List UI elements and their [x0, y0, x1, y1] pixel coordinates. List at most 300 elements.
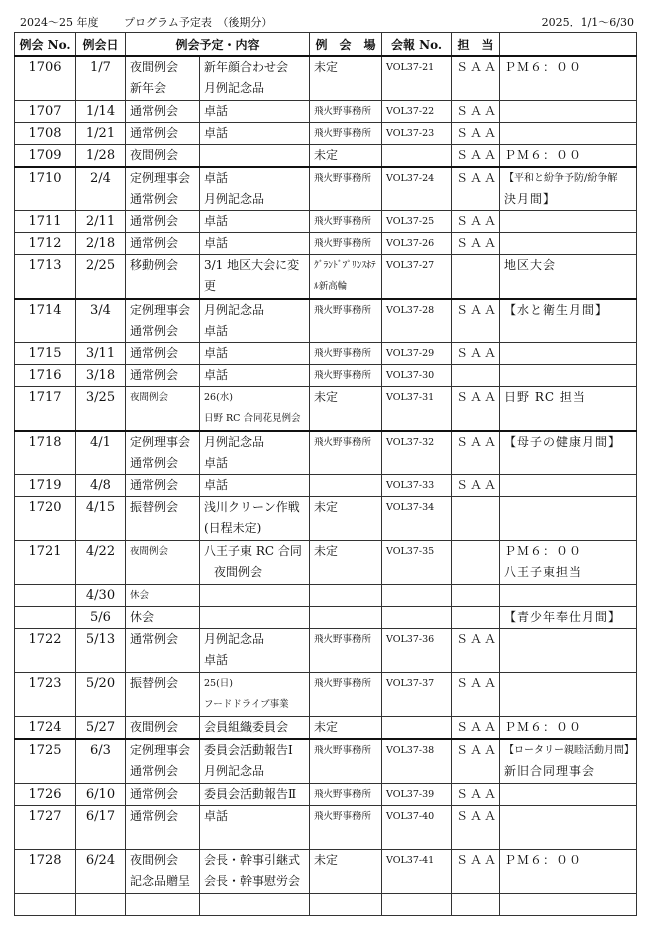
bulletin-issue-cell: VOL37-40	[382, 805, 452, 849]
meeting-content-cell	[200, 497, 310, 541]
bulletin-issue-cell: VOL37-38	[382, 739, 452, 783]
cell-line: 休会	[130, 590, 150, 601]
meeting-number-cell	[15, 607, 76, 629]
cell-line: 25(日)	[204, 678, 234, 689]
meeting-date-cell: 3/11	[76, 343, 126, 365]
table-row	[15, 233, 637, 255]
meeting-date-cell: 6/17	[76, 805, 126, 849]
cell-line: 夜間例会	[130, 147, 179, 162]
table-row	[15, 365, 637, 387]
cell-line: 定例理事会	[130, 434, 191, 449]
meeting-number-cell: 1726	[15, 783, 76, 805]
cell-line: 夜間例会	[130, 852, 179, 867]
bulletin-issue-cell	[382, 607, 452, 629]
meeting-type-cell	[126, 255, 200, 299]
cell-line: 卓話	[204, 103, 229, 118]
notes-cell	[500, 673, 637, 717]
table-row	[15, 299, 637, 343]
notes-cell	[500, 387, 637, 431]
bulletin-issue-cell: VOL37-25	[382, 211, 452, 233]
cell-line: 通常例会	[130, 786, 179, 801]
meeting-date-cell: 3/25	[76, 387, 126, 431]
cell-line: 月例記念品	[204, 764, 265, 778]
cell-line: 【母子の健康月間】	[504, 434, 622, 449]
meeting-type-cell	[126, 607, 200, 629]
venue-cell: 飛火野事務所	[310, 673, 382, 717]
cell-line: 月例記念品	[204, 81, 265, 95]
cell-line: 通常例会	[130, 346, 179, 360]
meeting-number-cell: 1709	[15, 144, 76, 167]
staff-cell: ＳＡＡ	[452, 783, 500, 805]
venue-cell: 未定	[310, 497, 382, 541]
staff-cell: ＳＡＡ	[452, 849, 500, 893]
notes-cell	[500, 497, 637, 541]
cell-line: 月例記念品	[204, 302, 265, 317]
cell-line: 卓話	[204, 214, 229, 228]
meeting-number-cell: 1724	[15, 717, 76, 740]
venue-cell: 飛火野事務所	[310, 629, 382, 673]
notes-cell	[500, 431, 637, 475]
venue-cell: 飛火野事務所	[310, 783, 382, 805]
cell-line: 通常例会	[130, 455, 179, 470]
meeting-content-cell	[200, 805, 310, 849]
meeting-date-cell: 2/4	[76, 167, 126, 211]
staff-cell: ＳＡＡ	[452, 805, 500, 849]
cell-line: 新年顔合わせ会	[204, 60, 289, 74]
table-row	[15, 541, 637, 585]
meeting-content-cell	[200, 387, 310, 431]
bulletin-issue-cell: VOL37-34	[382, 497, 452, 541]
staff-cell: ＳＡＡ	[452, 475, 500, 497]
cell-line: 夜間例会	[130, 60, 179, 74]
table-body	[15, 56, 637, 915]
notes-cell	[500, 343, 637, 365]
cell-line: 夜間例会	[130, 546, 169, 557]
meeting-number-cell: 1717	[15, 387, 76, 431]
meeting-type-cell	[126, 343, 200, 365]
meeting-type-cell	[126, 849, 200, 893]
meeting-number-cell: 1725	[15, 739, 76, 783]
staff-cell	[452, 893, 500, 915]
cell-line: 卓話	[204, 455, 229, 470]
table-row	[15, 211, 637, 233]
bulletin-issue-cell: VOL37-21	[382, 56, 452, 100]
cell-line: 卓話	[204, 478, 229, 492]
meeting-number-cell: 1715	[15, 343, 76, 365]
cell-line: 3/1 地区大会に変	[204, 258, 300, 272]
staff-cell: ＳＡＡ	[452, 122, 500, 144]
meeting-content-cell	[200, 629, 310, 673]
meeting-content-cell	[200, 783, 310, 805]
bulletin-issue-cell: VOL37-22	[382, 100, 452, 122]
meeting-date-cell	[76, 893, 126, 915]
column-header-date: 例会日	[76, 33, 126, 57]
meeting-type-cell	[126, 893, 200, 915]
cell-line: 【ロータリー親睦活動月間】	[504, 745, 635, 756]
cell-line: 会長・幹事慰労会	[204, 873, 301, 888]
cell-line: 会長・幹事引継式	[204, 852, 301, 867]
staff-cell: ＳＡＡ	[452, 739, 500, 783]
table-header-row	[15, 33, 637, 57]
bulletin-issue-cell: VOL37-24	[382, 167, 452, 211]
cell-line: フードドライブ事業	[204, 699, 289, 710]
meeting-number-cell: 1719	[15, 475, 76, 497]
venue-cell: 飛火野事務所	[310, 211, 382, 233]
cell-line: 通常例会	[130, 214, 179, 228]
meeting-type-cell	[126, 211, 200, 233]
cell-line	[504, 365, 632, 386]
table-row	[15, 607, 637, 629]
cell-line: 八王子東担当	[504, 565, 583, 579]
staff-cell: ＳＡＡ	[452, 673, 500, 717]
meeting-date-cell: 4/15	[76, 497, 126, 541]
notes-cell	[500, 167, 637, 211]
cell-line: 日野 RC 合同花見例会	[204, 413, 301, 424]
cell-line: 通常例会	[130, 478, 179, 492]
cell-line: 振替例会	[130, 500, 179, 514]
venue-cell: 飛火野事務所	[310, 431, 382, 475]
notes-cell	[500, 233, 637, 255]
meeting-content-cell	[200, 233, 310, 255]
venue-cell	[310, 475, 382, 497]
staff-cell	[452, 585, 500, 607]
table-row	[15, 783, 637, 805]
fiscal-year: 2024～25 年度	[20, 16, 99, 29]
cell-line: 月例記念品	[204, 434, 265, 449]
program-schedule-table	[14, 32, 637, 916]
cell-line	[504, 475, 632, 496]
cell-line: 通常例会	[130, 632, 179, 646]
table-row	[15, 475, 637, 497]
staff-cell: ＳＡＡ	[452, 387, 500, 431]
meeting-number-cell	[15, 893, 76, 915]
venue-cell	[310, 893, 382, 915]
cell-line: ＰＭ６：００	[504, 852, 583, 867]
cell-line: 定例理事会	[130, 170, 191, 185]
table-row	[15, 585, 637, 607]
meeting-type-cell	[126, 56, 200, 100]
cell-line	[504, 101, 632, 122]
meeting-content-cell	[200, 541, 310, 585]
venue-cell: 飛火野事務所	[310, 365, 382, 387]
meeting-content-cell	[200, 56, 310, 100]
venue-cell: 飛火野事務所	[310, 343, 382, 365]
cell-line: 会員組織委員会	[204, 720, 289, 734]
meeting-type-cell	[126, 144, 200, 167]
cell-line: 定例理事会	[130, 743, 191, 757]
staff-cell: ＳＡＡ	[452, 717, 500, 740]
bulletin-issue-cell: VOL37-35	[382, 541, 452, 585]
table-row	[15, 497, 637, 541]
cell-line	[204, 145, 305, 166]
meeting-number-cell: 1723	[15, 673, 76, 717]
meeting-type-cell	[126, 167, 200, 211]
staff-cell: ＳＡＡ	[452, 629, 500, 673]
meeting-type-cell	[126, 805, 200, 849]
notes-cell	[500, 299, 637, 343]
meeting-date-cell: 6/3	[76, 739, 126, 783]
meeting-number-cell: 1707	[15, 100, 76, 122]
cell-line: 浅川クリーン作戦	[204, 500, 300, 514]
notes-cell	[500, 607, 637, 629]
cell-line	[504, 585, 632, 606]
table-row	[15, 849, 637, 893]
venue-cell: 飛火野事務所	[310, 233, 382, 255]
meeting-type-cell	[126, 365, 200, 387]
bulletin-issue-cell: VOL37-29	[382, 343, 452, 365]
table-row	[15, 431, 637, 475]
bulletin-issue-cell: VOL37-32	[382, 431, 452, 475]
cell-line: 【水と衛生月間】	[504, 302, 609, 317]
meeting-date-cell: 6/24	[76, 849, 126, 893]
meeting-date-cell: 1/21	[76, 122, 126, 144]
cell-line: 月例記念品	[204, 191, 265, 206]
venue-cell: 飛火野事務所	[310, 167, 382, 211]
cell-line: 卓話	[204, 125, 229, 140]
meeting-type-cell	[126, 100, 200, 122]
cell-line: 卓話	[204, 323, 229, 338]
cell-line: 通常例会	[130, 125, 179, 140]
cell-line	[504, 211, 632, 232]
notes-cell	[500, 717, 637, 740]
meeting-date-cell: 2/18	[76, 233, 126, 255]
staff-cell	[452, 541, 500, 585]
table-row	[15, 629, 637, 673]
cell-line	[504, 233, 632, 254]
table-row	[15, 343, 637, 365]
staff-cell: ＳＡＡ	[452, 100, 500, 122]
cell-line	[504, 123, 632, 144]
bulletin-issue-cell: VOL37-36	[382, 629, 452, 673]
cell-line: 卓話	[204, 170, 229, 185]
meeting-number-cell: 1713	[15, 255, 76, 299]
cell-line: 【平和と紛争予防/紛争解	[504, 172, 618, 184]
meeting-type-cell	[126, 629, 200, 673]
cell-line: 夜間例会	[130, 392, 169, 403]
cell-line: 振替例会	[130, 676, 179, 690]
meeting-type-cell	[126, 585, 200, 607]
cell-line: 通常例会	[130, 103, 179, 118]
cell-line	[204, 894, 305, 915]
meeting-number-cell: 1712	[15, 233, 76, 255]
staff-cell	[452, 607, 500, 629]
cell-line	[504, 497, 632, 518]
meeting-content-cell	[200, 431, 310, 475]
meeting-number-cell: 1706	[15, 56, 76, 100]
cell-line: 卓話	[204, 346, 229, 360]
meeting-date-cell: 4/1	[76, 431, 126, 475]
cell-line: 通常例会	[130, 808, 179, 823]
notes-cell	[500, 100, 637, 122]
venue-cell: 未定	[310, 541, 382, 585]
meeting-date-cell: 5/6	[76, 607, 126, 629]
cell-line: 26(水)	[204, 392, 234, 403]
notes-cell	[500, 365, 637, 387]
venue-cell: 未定	[310, 56, 382, 100]
table-row	[15, 673, 637, 717]
bulletin-issue-cell: VOL37-33	[382, 475, 452, 497]
meeting-number-cell: 1728	[15, 849, 76, 893]
cell-line: 定例理事会	[130, 302, 191, 317]
cell-line	[504, 784, 632, 805]
bulletin-issue-cell: VOL37-31	[382, 387, 452, 431]
cell-line	[204, 827, 305, 848]
venue-cell: 未定	[310, 849, 382, 893]
meeting-content-cell	[200, 739, 310, 783]
cell-line	[204, 585, 305, 606]
bulletin-issue-cell: VOL37-26	[382, 233, 452, 255]
notes-cell	[500, 893, 637, 915]
cell-line	[504, 343, 632, 364]
table-row	[15, 893, 637, 915]
meeting-type-cell	[126, 717, 200, 740]
cell-line: 委員会活動報告Ⅰ	[204, 743, 293, 757]
meeting-type-cell	[126, 431, 200, 475]
cell-line: ＰＭ６：００	[504, 544, 583, 558]
meeting-content-cell	[200, 475, 310, 497]
table-row	[15, 144, 637, 167]
cell-line: ＰＭ６：００	[504, 60, 583, 74]
cell-line: 委員会活動報告Ⅱ	[204, 786, 297, 801]
cell-line: 夜間例会	[130, 720, 179, 734]
column-header-content: 例会予定・内容	[126, 33, 310, 57]
cell-line: 決月間】	[504, 191, 557, 206]
notes-cell	[500, 255, 637, 299]
cell-line	[504, 806, 632, 827]
meeting-number-cell: 1716	[15, 365, 76, 387]
meeting-date-cell: 5/20	[76, 673, 126, 717]
venue-cell	[310, 585, 382, 607]
cell-line	[504, 673, 632, 694]
table-row	[15, 387, 637, 431]
staff-cell: ＳＡＡ	[452, 299, 500, 343]
column-header-issue: 会報 No.	[382, 33, 452, 57]
bulletin-issue-cell: VOL37-23	[382, 122, 452, 144]
cell-line: (日程未定)	[204, 521, 262, 535]
cell-line: 卓話	[204, 808, 229, 823]
notes-cell	[500, 56, 637, 100]
meeting-content-cell	[200, 607, 310, 629]
bulletin-issue-cell	[382, 144, 452, 167]
bulletin-issue-cell: VOL37-37	[382, 673, 452, 717]
staff-cell: ＳＡＡ	[452, 211, 500, 233]
staff-cell: ＳＡＡ	[452, 431, 500, 475]
cell-line: 卓話	[204, 653, 229, 667]
cell-line: 新年会	[130, 81, 167, 95]
bulletin-issue-cell: VOL37-30	[382, 365, 452, 387]
meeting-content-cell	[200, 343, 310, 365]
cell-line: ＰＭ６：００	[504, 720, 583, 734]
meeting-content-cell	[200, 122, 310, 144]
cell-line: 移動例会	[130, 258, 179, 272]
venue-cell: 飛火野事務所	[310, 299, 382, 343]
table-row	[15, 167, 637, 211]
staff-cell	[452, 497, 500, 541]
cell-line: 八王子東 RC 合同	[204, 544, 302, 558]
meeting-date-cell: 4/30	[76, 585, 126, 607]
meeting-date-cell: 1/14	[76, 100, 126, 122]
cell-line: 通常例会	[130, 764, 179, 778]
venue-cell: 飛火野事務所	[310, 100, 382, 122]
venue-cell: 未定	[310, 387, 382, 431]
period: 2025．1/1～6/30	[541, 16, 634, 29]
meeting-type-cell	[126, 739, 200, 783]
bulletin-issue-cell	[382, 717, 452, 740]
bulletin-issue-cell: VOL37-27	[382, 255, 452, 299]
meeting-content-cell	[200, 849, 310, 893]
meeting-date-cell: 5/27	[76, 717, 126, 740]
meeting-type-cell	[126, 541, 200, 585]
venue-cell: 飛火野事務所	[310, 805, 382, 849]
meeting-number-cell: 1710	[15, 167, 76, 211]
meeting-number-cell: 1714	[15, 299, 76, 343]
notes-cell	[500, 541, 637, 585]
meeting-type-cell	[126, 387, 200, 431]
bulletin-issue-cell: VOL37-39	[382, 783, 452, 805]
meeting-content-cell	[200, 167, 310, 211]
cell-line: 休会	[130, 610, 155, 624]
meeting-number-cell: 1711	[15, 211, 76, 233]
document-header	[14, 14, 636, 30]
cell-line: 夜間例会	[214, 565, 263, 579]
cell-line	[130, 894, 195, 915]
venue-cell	[310, 607, 382, 629]
meeting-date-cell: 3/4	[76, 299, 126, 343]
meeting-type-cell	[126, 299, 200, 343]
meeting-date-cell: 4/8	[76, 475, 126, 497]
meeting-type-cell	[126, 673, 200, 717]
cell-line	[504, 629, 632, 650]
cell-line: 卓話	[204, 368, 229, 382]
notes-cell	[500, 475, 637, 497]
meeting-number-cell: 1708	[15, 122, 76, 144]
table-row	[15, 122, 637, 144]
meeting-content-cell	[200, 585, 310, 607]
meeting-type-cell	[126, 475, 200, 497]
meeting-number-cell	[15, 585, 76, 607]
meeting-type-cell	[126, 122, 200, 144]
meeting-content-cell	[200, 299, 310, 343]
staff-cell: ＳＡＡ	[452, 167, 500, 211]
meeting-type-cell	[126, 233, 200, 255]
cell-line: 通常例会	[130, 236, 179, 250]
table-row	[15, 100, 637, 122]
cell-line: 卓話	[204, 236, 229, 250]
cell-line	[504, 894, 632, 915]
table-row	[15, 255, 637, 299]
table-row	[15, 717, 637, 740]
meeting-number-cell: 1722	[15, 629, 76, 673]
cell-line: 通常例会	[130, 323, 179, 338]
bulletin-issue-cell: VOL37-28	[382, 299, 452, 343]
meeting-date-cell: 5/13	[76, 629, 126, 673]
cell-line: 月例記念品	[204, 632, 265, 646]
cell-line: 更	[204, 279, 217, 293]
meeting-content-cell	[200, 365, 310, 387]
notes-cell	[500, 739, 637, 783]
notes-cell	[500, 122, 637, 144]
staff-cell: ＳＡＡ	[452, 233, 500, 255]
meeting-date-cell: 4/22	[76, 541, 126, 585]
cell-line: 通常例会	[130, 368, 179, 382]
table-row	[15, 805, 637, 849]
venue-cell: 未定	[310, 144, 382, 167]
table-row	[15, 56, 637, 100]
meeting-content-cell	[200, 255, 310, 299]
meeting-type-cell	[126, 783, 200, 805]
cell-line: 記念品贈呈	[130, 873, 191, 888]
bulletin-issue-cell: VOL37-41	[382, 849, 452, 893]
